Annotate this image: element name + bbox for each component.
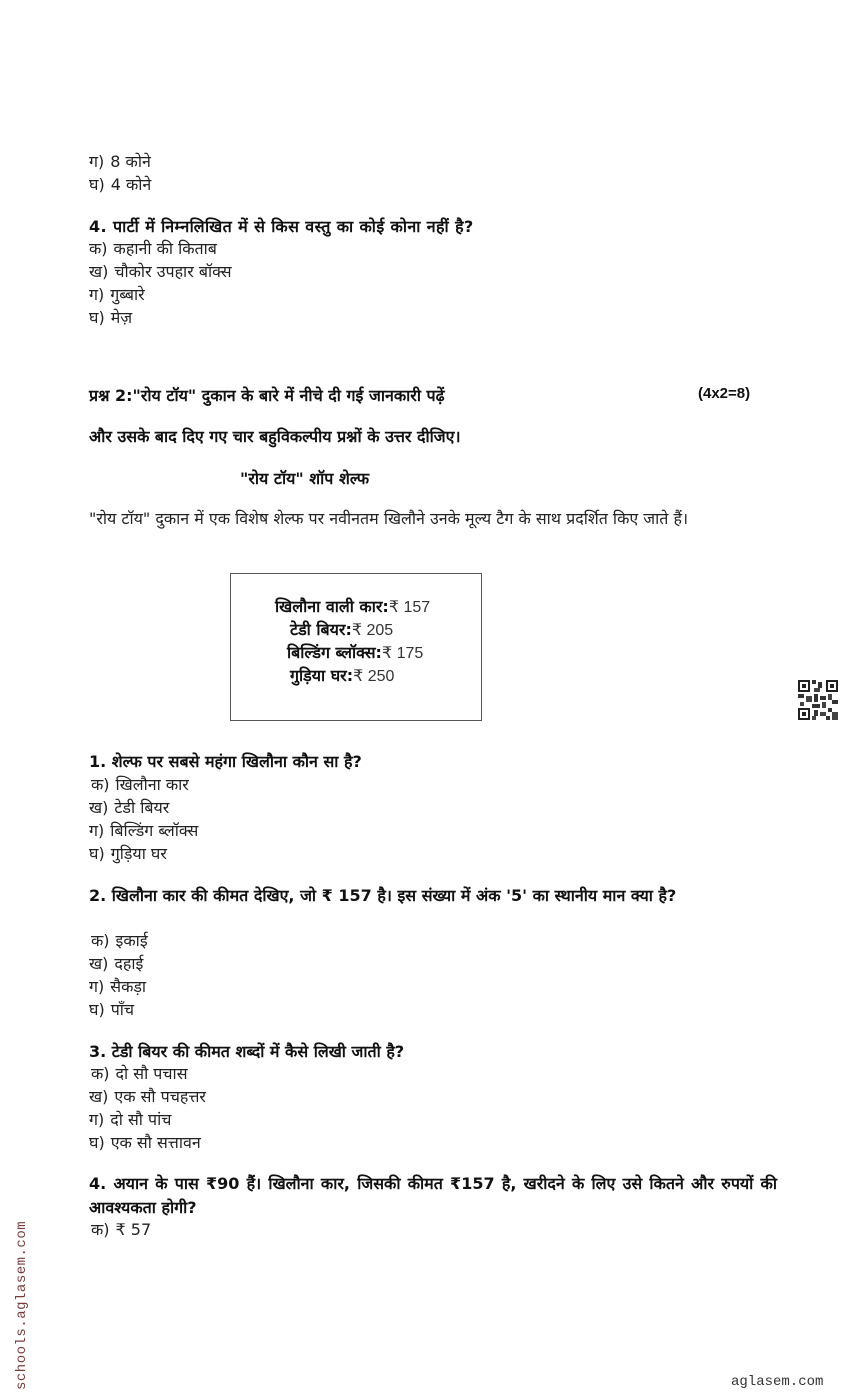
qr-code-icon[interactable] [798, 680, 838, 720]
option-text: गुड़िया घर [110, 844, 167, 863]
option-label: ख) [89, 954, 109, 973]
option-text: दो सौ पचास [115, 1064, 188, 1083]
option-text: एक सौ सत्तावन [110, 1133, 201, 1152]
item-price: ₹ 250 [353, 668, 395, 685]
price-row-toy-car: खिलौना वाली कार:₹ 157 [275, 597, 431, 616]
bottom-watermark: aglasem.com [731, 1374, 824, 1390]
option-text: चौकोर उपहार बॉक्स [114, 262, 232, 281]
option-text: एक सौ पचहत्तर [114, 1087, 206, 1106]
option-text: पाँच [110, 1000, 135, 1019]
option-label: घ) [89, 308, 105, 327]
item-name: बिल्डिंग ब्लॉक्स [287, 643, 376, 662]
option-text: सैकड़ा [110, 977, 147, 996]
option-text: 4 कोने [110, 175, 152, 194]
section-2-heading-line1: प्रश्न 2:"रोय टॉय" दुकान के बारे में नीचे दी गई जानकारी पढ़ें [89, 386, 445, 405]
question-2-place-value: 2. खिलौना कार की कीमत देखिए, जो ₹ 157 है। इस संख्या में अंक '5' का स्थानीय मान क्या है? [89, 886, 677, 905]
option-text: दो सौ पांच [110, 1110, 172, 1129]
option-label: ग) [89, 977, 105, 996]
question-4-party-corners: 4. पार्टी में निम्नलिखित में से किस वस्तु का कोई कोना नहीं है? [89, 217, 474, 236]
option-label: घ) [89, 844, 105, 863]
price-list-box [230, 573, 482, 721]
option-text: इकाई [115, 931, 148, 950]
option-label: घ) [89, 175, 105, 194]
option-label: घ) [89, 1000, 105, 1019]
option-text: गुब्बारे [110, 285, 145, 304]
option-k [91, 774, 189, 796]
option-text: कहानी की किताब [113, 239, 217, 258]
option-label: क) [91, 775, 110, 794]
item-price: ₹ 175 [381, 645, 424, 662]
option-label: ग) [89, 152, 105, 171]
option-k [89, 238, 217, 260]
shelf-title: "रोय टॉय" शॉप शेल्फ [240, 469, 370, 488]
question-3-price-in-words: 3. टेडी बियर की कीमत शब्दों में कैसे लिखी जाती है? [89, 1042, 405, 1061]
option-g [89, 284, 145, 306]
option-label: ग) [89, 285, 105, 304]
option-g [89, 1109, 171, 1131]
option-gh [89, 843, 167, 865]
item-price: ₹ 157 [388, 599, 431, 616]
option-previous-g [89, 151, 151, 173]
question-4-money-needed: 4. अयान के पास ₹90 हैं। खिलौना कार, जिसकी कीमत ₹157 है, खरीदने के लिए उसे कितने और रुपयों की आवश्यकता होगी? [89, 1174, 777, 1217]
option-label: ग) [89, 821, 105, 840]
option-kh [89, 1086, 206, 1108]
option-text: मेज़ [110, 308, 133, 327]
option-gh [89, 307, 132, 329]
option-label: ख) [89, 798, 109, 817]
option-text: दहाई [114, 954, 144, 973]
option-k [91, 930, 148, 952]
option-text: 8 कोने [110, 152, 151, 171]
option-k [91, 1063, 188, 1085]
item-name: खिलौना वाली कार [275, 597, 383, 616]
option-label: ग) [89, 1110, 105, 1129]
option-label: क) [91, 1064, 110, 1083]
item-name: गुड़िया घर [290, 666, 347, 685]
option-kh [89, 261, 232, 283]
option-label: ख) [89, 262, 109, 281]
option-label: क) [89, 239, 108, 258]
option-g [89, 820, 198, 842]
option-label: क) [91, 931, 110, 950]
item-price: ₹ 205 [351, 622, 394, 639]
price-row-teddy-bear: टेडी बियर:₹ 205 [290, 620, 394, 639]
option-kh [89, 797, 169, 819]
option-label: क) [91, 1220, 110, 1239]
option-text: खिलौना कार [115, 775, 189, 794]
item-name: टेडी बियर [290, 620, 346, 639]
section-2-heading-line2: और उसके बाद दिए गए चार बहुविकल्पीय प्रश्नों के उत्तर दीजिए। [89, 427, 461, 446]
side-watermark: schools.aglasem.com [14, 1220, 30, 1390]
price-row-doll-house: गुड़िया घर:₹ 250 [290, 666, 395, 685]
option-g [89, 976, 146, 998]
option-text: बिल्डिंग ब्लॉक्स [110, 821, 199, 840]
option-gh [89, 1132, 201, 1154]
option-text: टेडी बियर [114, 798, 170, 817]
price-row-building-blocks: बिल्डिंग ब्लॉक्स:₹ 175 [287, 643, 424, 662]
option-k [91, 1219, 151, 1241]
marks-badge: (4x2=8) [698, 385, 751, 402]
option-gh [89, 999, 134, 1021]
intro-paragraph: "रोय टॉय" दुकान में एक विशेष शेल्फ पर नवीनतम खिलौने उनके मूल्य टैग के साथ प्रदर्शित किए जाते हैं। [89, 509, 689, 528]
option-label: घ) [89, 1133, 105, 1152]
option-kh [89, 953, 143, 975]
question-1-most-expensive: 1. शेल्फ पर सबसे महंगा खिलौना कौन सा है? [89, 752, 362, 771]
option-previous-gh [89, 174, 151, 196]
option-label: ख) [89, 1087, 109, 1106]
option-text: ₹ 57 [115, 1220, 152, 1239]
